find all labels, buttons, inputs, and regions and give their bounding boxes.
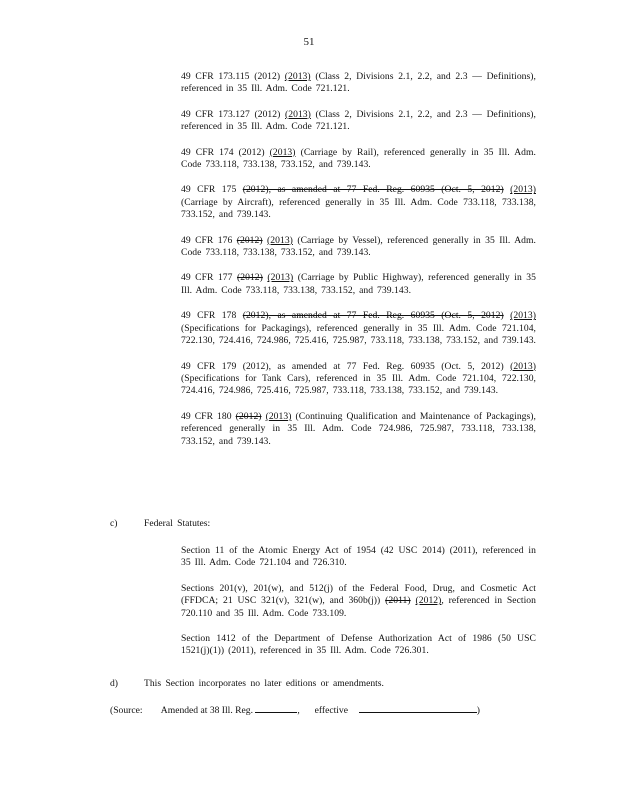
incorporation-text: This Section incorporates no later editions or amendments. [144, 678, 384, 689]
deleted-text: (2012) [235, 410, 262, 422]
added-text: (2013) [510, 184, 536, 196]
entry-text: 49 CFR 177 [181, 272, 237, 284]
deleted-text: (2012) [236, 234, 263, 246]
source-prefix: (Source: [110, 705, 143, 716]
register-page-blank [255, 703, 297, 713]
entry-text: 49 CFR 174 (2012) [181, 146, 270, 158]
entry-text: 49 CFR 178 [181, 310, 243, 322]
added-text: (2013) [510, 310, 536, 322]
entry-text: , referenced in Section 720.110 and 35 Ill. Adm. Code 733.109. [181, 595, 537, 619]
statute-entry [181, 583, 536, 620]
added-text: (2012) [415, 595, 442, 607]
cfr-entry [181, 109, 536, 134]
entry-text: Sections 201(v), 201(w), and 512(j) of the Federal Food, Drug, and Cosmetic Act (FFDCA; 21 USC 321(v), 321(w), and 360b(j)) [181, 582, 536, 607]
statute-entry [181, 633, 536, 658]
cfr-entry [181, 310, 536, 347]
entry-text: Section 1412 of the Department of Defense Authorization Act of 1986 (50 USC 1521(j)(1)) (2011), referenced in 35 Ill. Adm. Code 726.301. [181, 633, 536, 657]
entry-text: (Carriage by Aircraft), referenced generally in 35 Ill. Adm. Code 733.118, 733.138, 733.152, and 739.143. [181, 196, 536, 221]
entry-text: (Continuing Qualification and Maintenance of Packagings), referenced generally in 35 Ill. Adm. Code 724.986, 725.987, 733.118, 733.138, 733.152, and 739.143. [181, 410, 536, 447]
entry-text: (Class 2, Divisions 2.1, 2.2, and 2.3 — Definitions), referenced in 35 Ill. Adm. Code 721.121. [181, 71, 536, 95]
cfr-entry [181, 411, 536, 448]
subsection-c-label: c) [110, 518, 118, 529]
added-text: (2013) [284, 71, 311, 82]
deleted-text: (2012), as amended at 77 Fed. Reg. 60935 (Oct. 5, 2012) [242, 184, 504, 196]
entry-text: (Carriage by Rail), referenced generally in 35 Ill. Adm. Code 733.118, 733.138, 733.152, and 739.143. [181, 146, 536, 171]
cfr-entry [181, 235, 536, 260]
deleted-text: (2011) [385, 595, 411, 607]
entry-text: (Carriage by Vessel), referenced generally in 35 Ill. Adm. Code 733.118, 733.138, 733.152, and 739.143. [181, 234, 536, 259]
cfr-entry [181, 147, 536, 172]
effective-date-blank [359, 703, 477, 713]
cfr-entry [181, 184, 536, 221]
deleted-text: (2012) [237, 272, 263, 284]
source-close: ) [476, 705, 480, 716]
added-text: (2013) [285, 108, 311, 120]
entry-text: (Specifications for Packagings), referenced generally in 35 Ill. Adm. Code 721.104, 722.130, 724.416, 724.986, 725.416, 725.987, 733.118, 733.138, 733.152, and 739.143. [181, 322, 536, 347]
cfr-entry [181, 71, 536, 96]
source-effective: effective [314, 705, 348, 716]
page-number: 51 [303, 36, 315, 48]
added-text: (2013) [265, 410, 292, 422]
added-text: (2013) [269, 146, 296, 158]
entry-text: Section 11 of the Atomic Energy Act of 1954 (42 USC 2014) (2011), referenced in 35 Ill. Adm. Code 721.104 and 726.310. [181, 545, 536, 569]
entry-text: (Carriage by Public Highway), referenced generally in 35 Ill. Adm. Code 733.118, 733.138, 733.152, and 739.143. [181, 272, 536, 296]
source-amended: Amended at 38 Ill. Reg. [160, 705, 253, 716]
entry-text: 49 CFR 180 [181, 410, 236, 422]
entry-text: 49 CFR 173.115 (2012) [181, 71, 285, 82]
cfr-entry [181, 272, 536, 297]
federal-statutes-heading: Federal Statutes: [144, 518, 211, 529]
entry-text: (Specifications for Tank Cars), referenced in 35 Ill. Adm. Code 721.104, 722.130, 724.416, 724.986, 725.416, 725.987, 733.118, 733.138, 733.152, and 739.143. [181, 372, 536, 397]
entry-text: 49 CFR 176 [181, 234, 237, 246]
entry-text: 49 CFR 173.127 (2012) [181, 108, 286, 120]
added-text: (2013) [267, 272, 294, 284]
cfr-entry [181, 361, 536, 398]
added-text: (2013) [510, 360, 536, 372]
cfr-entries-list [181, 71, 536, 461]
source-note: (Source: Amended at 38 Ill. Reg. , effective ) [110, 705, 480, 716]
entry-text: 49 CFR 179 (2012), as amended at 77 Fed. Reg. 60935 (Oct. 5, 2012) [181, 360, 511, 372]
deleted-text: (2012), as amended at 77 Fed. Reg. 60935 (Oct. 5, 2012) [242, 310, 504, 322]
added-text: (2013) [267, 234, 293, 246]
subsection-d-label: d) [110, 678, 118, 689]
entry-text: 49 CFR 175 [181, 184, 243, 196]
federal-statutes-list [181, 545, 536, 671]
entry-text: (Class 2, Divisions 2.1, 2.2, and 2.3 — Definitions), referenced in 35 Ill. Adm. Code 721.121. [181, 108, 536, 133]
statute-entry [181, 545, 536, 570]
